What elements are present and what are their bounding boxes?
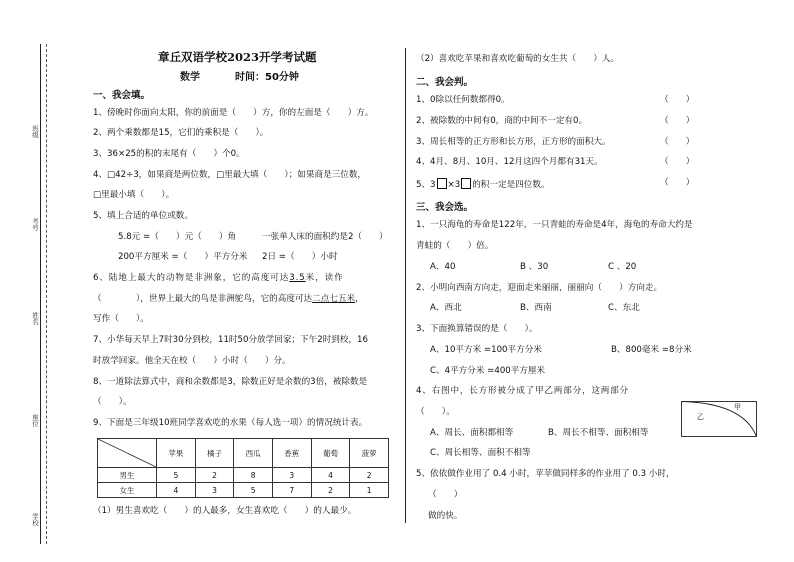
judge-1-text: 1、0除以任何数都得0。 <box>416 95 510 105</box>
table-header-cell: 橘子 <box>195 439 234 468</box>
figure-label-jia: 甲 <box>734 403 741 411</box>
table-header-cell: 香蕉 <box>272 439 311 468</box>
page-title: 章丘双语学校2023开学考试题 <box>158 50 317 64</box>
table-cell: 5 <box>157 468 196 483</box>
judge-5-text: 5、3 ×3 的积一定是四位数。 <box>416 180 550 190</box>
q8-text-line2: （ ）。 <box>93 397 132 407</box>
table-header-cell: 菠萝 <box>350 439 389 468</box>
section-choose-heading: 三、我会选。 <box>416 202 474 213</box>
rectangle-figure <box>681 401 757 437</box>
choice-5-text-line1: 5、依依做作业用了 0.4 小时，苹苹做同样多的作业用了 0.3 小时， <box>416 469 675 479</box>
q5-item-a: 5.8元 =（ ）元（ ）角 <box>118 232 237 242</box>
q5-item-b: 一张单人床的面积约是2（ ） <box>262 232 388 242</box>
judge-4-text: 4、4月、8月、10月、12月这四个月都有31天。 <box>416 157 603 167</box>
binding-label-seat: 座位 <box>31 414 39 427</box>
judge-3-paren: （ ） <box>660 137 695 147</box>
table-cell: 2 <box>311 483 350 498</box>
q6-text-line3: 写作（ ）。 <box>93 314 149 324</box>
choice-3-text: 3、下面换算错误的是（ ）。 <box>416 324 538 334</box>
time-label: 时间：50分钟 <box>235 72 299 83</box>
table-row <box>98 468 389 483</box>
judge-3-text: 3、周长相等的正方形和长方形，正方形的面积大。 <box>416 137 611 147</box>
choice-1-option-b: B 、30 <box>520 262 549 272</box>
choice-3-option-c: C、4平方分米 =400平方厘米 <box>430 366 546 376</box>
binding-label-school: 学校 <box>31 513 39 526</box>
blank-box <box>461 178 471 189</box>
choice-5-paren: （ ） <box>428 490 463 500</box>
table-cell: 1 <box>350 483 389 498</box>
q9-part1-text: （1）男生喜欢吃（ ）的人最多，女生喜欢吃（ ）的人最少。 <box>93 506 357 516</box>
choice-4-text-line1: 4、右图中，长方形被分成了甲乙两部分，这两部分 <box>416 386 629 396</box>
choice-1-option-a: A、40 <box>430 262 456 272</box>
binding-label-class: 班级 <box>31 125 39 138</box>
judge-4-paren: （ ） <box>660 157 695 167</box>
binding-line-outer <box>40 44 41 544</box>
figure-label-yi: 乙 <box>697 413 704 421</box>
judge-5-paren: （ ） <box>660 178 695 188</box>
table-header-cell: 葡萄 <box>311 439 350 468</box>
table-header-cell: 苹果 <box>157 439 196 468</box>
q7-text-line1: 7、小华每天早上7时30分到校，11时50分放学回家；下午2时到校，16 <box>93 335 368 345</box>
q6-underlined-words: 二点七五米 <box>312 294 356 304</box>
choice-4-option-b: B、周长不相等、面积相等 <box>548 428 649 438</box>
choice-4-option-a: A、周长、面积都相等 <box>430 428 514 438</box>
binding-label-name: 姓名 <box>31 312 39 325</box>
table-cell: 8 <box>234 468 273 483</box>
q6-text-line1: 6、陆地上最大的动物是非洲象，它的高度可达3.5米，读作 <box>93 273 344 283</box>
table-cell: 5 <box>234 483 273 498</box>
table-header-row <box>98 439 389 468</box>
column-divider <box>405 48 406 523</box>
table-cell: 4 <box>311 468 350 483</box>
table-row-label: 男生 <box>98 468 157 483</box>
choice-4-text-line2: （ ）。 <box>416 407 455 417</box>
judge-1-paren: （ ） <box>660 95 695 105</box>
section-judge-heading: 二、我会判。 <box>416 77 474 88</box>
choice-4-option-c: C、周长相等、面积不相等 <box>430 448 531 458</box>
table-row <box>98 483 389 498</box>
table-cell: 3 <box>272 468 311 483</box>
table-header-cell: 西瓜 <box>234 439 273 468</box>
choice-3-option-b: B、800毫米 =8分米 <box>611 345 692 355</box>
judge-2-text: 2、被除数的中间有0，商的中间不一定有0。 <box>416 116 588 126</box>
q7-text-line2: 时放学回家。他全天在校（ ）小时（ ）分。 <box>93 356 291 366</box>
fruit-stats-table <box>97 438 389 498</box>
q9-text: 9、下面是三年级10班同学喜欢吃的水果（每人选一项）的情况统计表。 <box>93 418 368 428</box>
table-cell: 7 <box>272 483 311 498</box>
section-fill-heading: 一、我会填。 <box>93 90 151 101</box>
q5-item-c: 200平方厘米 =（ ）平方分米 <box>118 252 248 262</box>
choice-3-option-a: A、10平方米 =100平方分米 <box>430 345 542 355</box>
table-row-label: 女生 <box>98 483 157 498</box>
table-cell: 2 <box>350 468 389 483</box>
subject-label: 数学 <box>180 72 200 83</box>
q9-part2-text: （2）喜欢吃苹果和喜欢吃葡萄的女生共（ ）人。 <box>416 54 620 64</box>
choice-1-text-line1: 1、一只海龟的寿命是122年，一只青蛙的寿命是4年，海龟的寿命大约是 <box>416 220 693 230</box>
q6-text-line2: （ ），世界上最大的鸟是非洲鸵鸟，它的高度可达二点七五米， <box>93 294 364 304</box>
q8-text-line1: 8、一道除法算式中，商和余数都是3，除数正好是余数的3倍，被除数是 <box>93 377 368 387</box>
binding-label-id: 考号 <box>31 218 39 231</box>
table-corner-cell <box>98 439 157 468</box>
q1-text: 1、傍晚时你面向太阳，你的前面是（ ）方，你的左面是（ ）方。 <box>93 108 374 118</box>
judge-2-paren: （ ） <box>660 116 695 126</box>
q6-underlined-number: 3.5 <box>289 273 306 283</box>
q2-text: 2、两个乘数都是15，它们的乘积是（ ）。 <box>93 128 269 138</box>
table-cell: 4 <box>157 483 196 498</box>
q5-item-d: 2日 =（ ）小时 <box>262 252 338 262</box>
table-diagonal <box>98 439 156 467</box>
choice-1-text-line2: 青蛙的（ ）倍。 <box>416 241 494 251</box>
q4-text-line1: 4、□42÷3，如果商是两位数，□里最大填（ ）；如果商是三位数， <box>93 170 367 180</box>
binding-line-dashed <box>46 44 47 544</box>
choice-5-text-line2: 做的快。 <box>428 511 463 521</box>
q5-text: 5、填上合适的单位或数。 <box>93 211 193 221</box>
table-cell: 2 <box>195 468 234 483</box>
q4-text-line2: □里最小填（ ）。 <box>93 190 175 200</box>
choice-2-option-a: A、西北 <box>430 303 462 313</box>
choice-2-option-b: B、西南 <box>520 303 552 313</box>
table-cell: 3 <box>195 483 234 498</box>
q3-text: 3、36×25的积的末尾有（ ）个0。 <box>93 149 245 159</box>
choice-2-option-c: C、东北 <box>608 303 640 313</box>
blank-box <box>437 178 447 189</box>
choice-2-text: 2、小明向西南方向走，迎面走来丽丽，丽丽向（ ）方向走。 <box>416 283 663 293</box>
choice-1-option-c: C 、20 <box>608 262 637 272</box>
